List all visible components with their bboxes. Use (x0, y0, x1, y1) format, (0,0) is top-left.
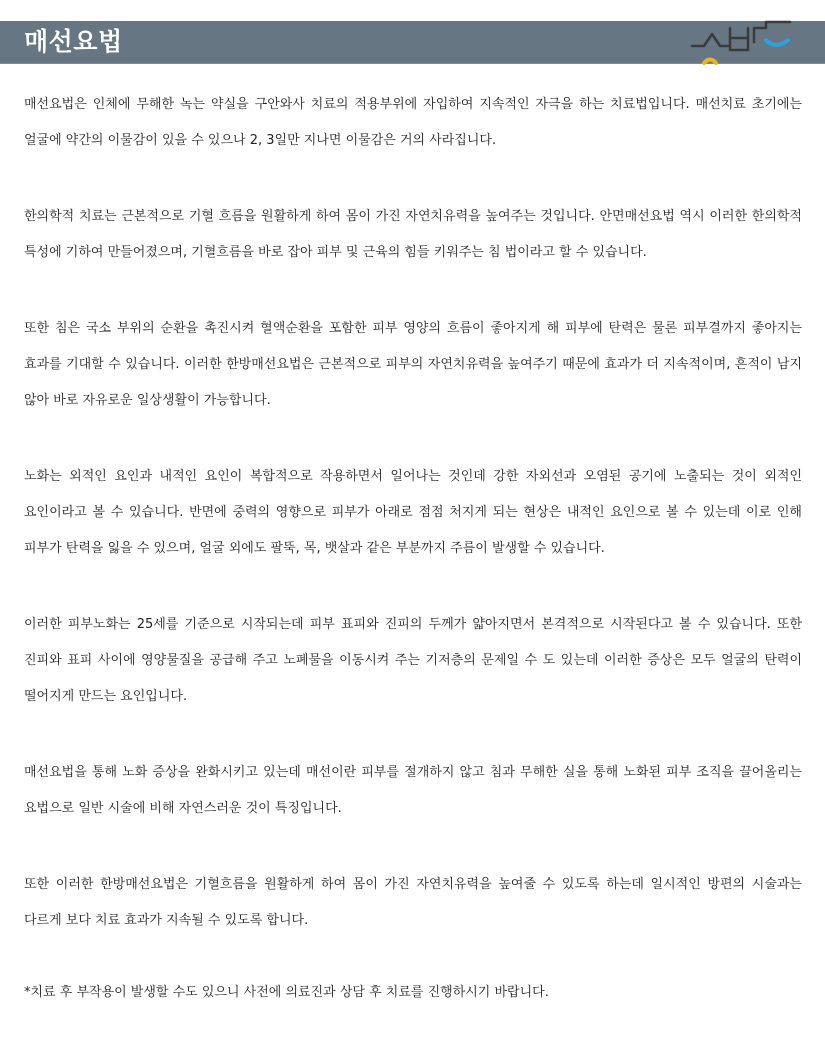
paragraph: 매선요법을 통해 노화 증상을 완화시키고 있는데 매선이란 피부를 절개하지 않고 침과 무해한 실을 통해 노화된 피부 조직을 끌어올리는 요법으로 일반 시술에 비해 자연스러운 것이 특징입니다. (24, 765, 802, 816)
paragraph: 이러한 피부노화는 25세를 기준으로 시작되는데 피부 표피와 진피의 두께가 얇아지면서 본격적으로 시작된다고 볼 수 있습니다. 또한 진피와 표피 사이에 영양물질을 공급해 주고 노폐물을 이동시켜 주는 기저층의 문제일 수 도 있는데 이러한 증상은 모두 얼굴의 탄력이 떨어지게 만드는 요인입니다. (24, 617, 802, 704)
paragraph: 매선요법은 인체에 무해한 녹는 약실을 구안와사 치료의 적용부위에 자입하여 지속적인 자극을 하는 치료법입니다. 매선치료 초기에는 얼굴에 약간의 이물감이 있을 수 있으나 2, 3일만 지나면 이물감은 거의 사라집니다. (24, 97, 802, 148)
paragraph: 한의학적 치료는 근본적으로 기혈 흐름을 원활하게 하여 몸이 가진 자연치유력을 높여주는 것입니다. 안면매선요법 역시 이러한 한의학적 특성에 기하여 만들어졌으며, 기혈흐름을 바로 잡아 피부 및 근육의 힘들 키워주는 침 법이라고 할 수 있습니다. (24, 209, 802, 260)
brand-logo-icon (690, 0, 800, 63)
page-title: 매선요법 (24, 27, 123, 56)
paragraph: 또한 이러한 한방매선요법은 기혈흐름을 원활하게 하여 몸이 가진 자연치유력을 높여줄 수 있도록 하는데 일시적인 방편의 시술과는 다르게 보다 치료 효과가 지속될 수 있도록 합니다. (24, 877, 802, 928)
paragraph: 또한 침은 국소 부위의 순환을 촉진시켜 혈액순환을 포함한 피부 영양의 흐름이 좋아지게 해 피부에 탄력은 물론 피부결까지 좋아지는 효과를 기대할 수 있습니다. 이러한 한방매선요법은 근본적으로 피부의 자연치유력을 높여주기 때문에 효과가 더 지속적이며, 흔적이 남지 않아 바로 자유로운 일상생활이 가능합니다. (24, 321, 802, 408)
paragraph: 노화는 외적인 요인과 내적인 요인이 복합적으로 작용하면서 일어나는 것인데 강한 자외선과 오염된 공기에 노출되는 것이 외적인 요인이라고 볼 수 있습니다. 반면에 중력의 영향으로 피부가 아래로 점점 처지게 되는 현상은 내적인 요인으로 볼 수 있는데 이로 인해 피부가 탄력을 잃을 수 있으며, 얼굴 외에도 팔뚝, 목, 뱃살과 같은 부분까지 주름이 발생할 수 있습니다. (24, 469, 802, 556)
article-body (24, 87, 802, 1051)
caution-note: *치료 후 부작용이 발생할 수도 있으니 사전에 의료진과 상담 후 치료를 진행하시기 바랍니다. (24, 985, 549, 1000)
